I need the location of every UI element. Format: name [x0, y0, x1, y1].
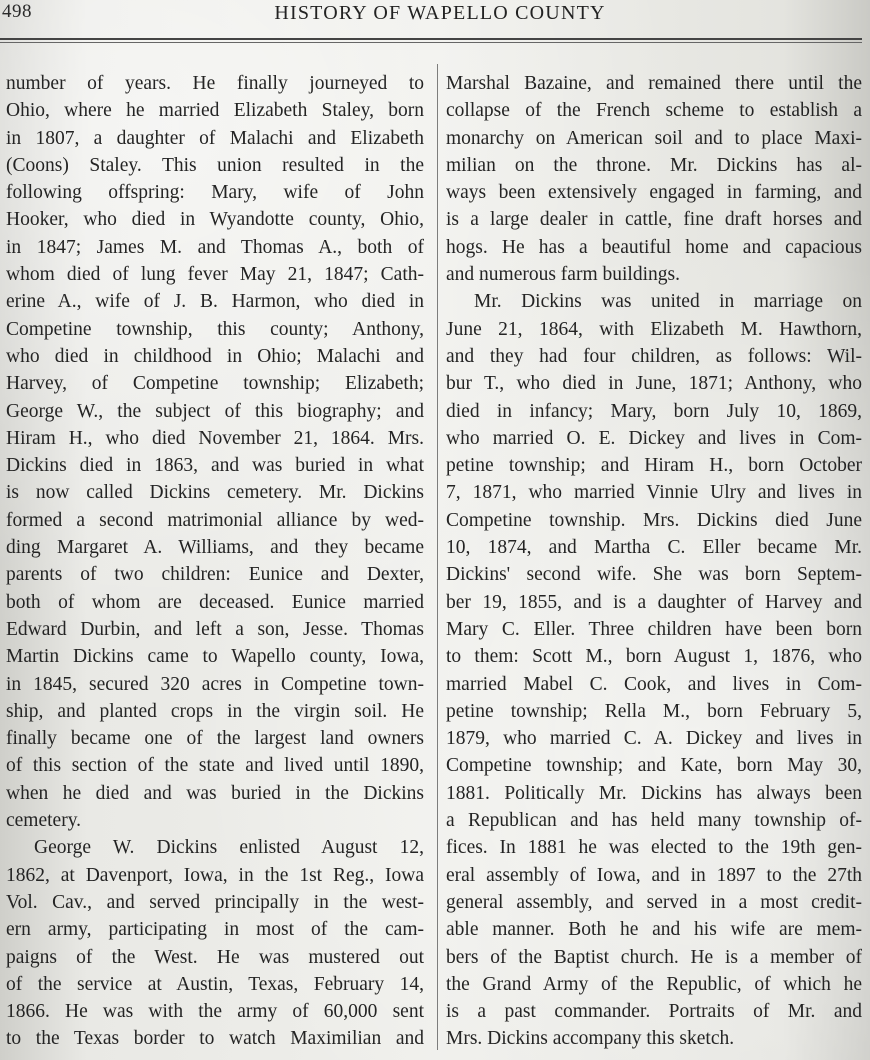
- text-line: hogs. He has a beautiful home and capacious: [446, 236, 862, 258]
- header-rule: [0, 38, 862, 40]
- text-line: 7, 1871, who married Vinnie Ulry and lives in: [446, 482, 862, 504]
- page-header: [0, 0, 870, 34]
- text-line: formed a second matrimonial alliance by wed-: [6, 509, 424, 531]
- text-line: Dickins' second wife. She was born Septem-: [446, 564, 862, 586]
- text-line: Mr. Dickins was united in marriage on: [474, 291, 862, 313]
- text-line: George W. Dickins enlisted August 12,: [34, 837, 424, 859]
- text-line: in 1845, secured 320 acres in Competine town-: [6, 673, 424, 695]
- left-column: [6, 70, 424, 1053]
- text-line: when he died and was buried in the Dickins: [6, 782, 424, 804]
- text-line: and numerous farm buildings.: [446, 264, 680, 286]
- text-line: able manner. Both he and his wife are mem-: [446, 919, 862, 941]
- text-line: Edward Durbin, and left a son, Jesse. Thomas: [6, 618, 424, 640]
- text-line: whom died of lung fever May 21, 1847; Cath-: [6, 264, 424, 286]
- text-line: Mrs. Dickins accompany this sketch.: [446, 1028, 735, 1050]
- text-line: collapse of the French scheme to establish a: [446, 100, 862, 122]
- text-line: to them: Scott M., born August 1, 1876, who: [446, 646, 862, 668]
- text-line: erine A., wife of J. B. Harmon, who died in: [6, 291, 424, 313]
- text-line: finally became one of the largest land owners: [6, 728, 424, 750]
- text-line: ding Margaret A. Williams, and they became: [6, 537, 424, 559]
- text-line: to the Texas border to watch Maximilian and: [6, 1028, 424, 1050]
- text-line: ways been extensively engaged in farming, and: [446, 182, 862, 204]
- text-line: milian on the throne. Mr. Dickins has al-: [446, 154, 862, 176]
- right-column: [446, 70, 862, 1053]
- text-line: Marshal Bazaine, and remained there until the: [446, 73, 862, 94]
- text-line: of this section of the state and lived until 1890,: [6, 755, 424, 777]
- text-line: Mary C. Eller. Three children have been born: [446, 618, 862, 640]
- running-title: HISTORY OF WAPELLO COUNTY: [274, 2, 606, 24]
- header-rule-thin: [0, 42, 862, 43]
- text-line: bers of the Baptist church. He is a member of: [446, 946, 862, 968]
- text-line: in 1807, a daughter of Malachi and Elizabeth: [6, 127, 424, 149]
- text-line: ber 19, 1855, and is a daughter of Harvey and: [446, 591, 862, 613]
- text-line: Vol. Cav., and served principally in the west-: [6, 891, 424, 913]
- column-divider: [437, 64, 438, 1050]
- text-line: in 1847; James M. and Thomas A., both of: [6, 236, 424, 258]
- text-line: 1879, who married C. A. Dickey and lives in: [446, 728, 862, 750]
- text-line: 1881. Politically Mr. Dickins has always been: [446, 782, 862, 804]
- text-line: Competine township, this county; Anthony,: [6, 318, 424, 340]
- text-line: is a past commander. Portraits of Mr. and: [446, 1001, 862, 1023]
- text-line: Harvey, of Competine township; Elizabeth;: [6, 373, 424, 395]
- text-line: following offspring: Mary, wife of John: [6, 182, 424, 204]
- text-line: ship, and planted crops in the virgin soil. He: [6, 700, 424, 722]
- text-line: Dickins died in 1863, and was buried in what: [6, 455, 424, 477]
- text-line: of the service at Austin, Texas, February 14,: [6, 973, 424, 995]
- text-line: a Republican and has held many township of-: [446, 810, 862, 832]
- text-line: ern army, participating in most of the cam-: [6, 919, 424, 941]
- text-line: petine township; and Hiram H., born October: [446, 455, 862, 477]
- text-line: and they had four children, as follows: Wil-: [446, 345, 862, 367]
- text-line: cemetery.: [6, 810, 82, 832]
- text-line: general assembly, and served in a most credit-: [446, 891, 862, 913]
- text-line: June 21, 1864, with Elizabeth M. Hawthorn,: [446, 318, 862, 340]
- page-number: 498: [2, 1, 32, 22]
- text-line: 10, 1874, and Martha C. Eller became Mr.: [446, 537, 862, 559]
- text-line: Ohio, where he married Elizabeth Staley, born: [6, 100, 424, 122]
- text-line: parents of two children: Eunice and Dexter,: [6, 564, 424, 586]
- text-line: paigns of the West. He was mustered out: [6, 946, 424, 968]
- text-line: 1866. He was with the army of 60,000 sent: [6, 1001, 424, 1023]
- text-line: George W., the subject of this biography; and: [6, 400, 424, 422]
- text-line: Competine township; and Kate, born May 30,: [446, 755, 862, 777]
- text-line: who married O. E. Dickey and lives in Com-: [446, 427, 862, 449]
- text-line: is a large dealer in cattle, fine draft horses and: [446, 209, 862, 231]
- text-line: married Mabel C. Cook, and lives in Com-: [446, 673, 862, 695]
- text-line: eral assembly of Iowa, and in 1897 to the 27th: [446, 864, 862, 886]
- text-line: both of whom are deceased. Eunice married: [6, 591, 424, 613]
- text-line: monarchy on American soil and to place Maxi-: [446, 127, 862, 149]
- text-line: is now called Dickins cemetery. Mr. Dickins: [6, 482, 424, 504]
- text-line: who died in childhood in Ohio; Malachi and: [6, 345, 424, 367]
- text-line: bur T., who died in June, 1871; Anthony, who: [446, 373, 862, 395]
- text-line: died in infancy; Mary, born July 10, 1869,: [446, 400, 862, 422]
- text-line: petine township; Rella M., born February 5,: [446, 700, 862, 722]
- text-line: the Grand Army of the Republic, of which he: [446, 973, 862, 995]
- text-line: Competine township. Mrs. Dickins died June: [446, 509, 862, 531]
- text-line: Martin Dickins came to Wapello county, Iowa,: [6, 646, 424, 668]
- text-line: Hiram H., who died November 21, 1864. Mrs.: [6, 427, 424, 449]
- text-line: fices. In 1881 he was elected to the 19th gen-: [446, 837, 862, 859]
- text-line: (Coons) Staley. This union resulted in the: [6, 154, 424, 176]
- text-line: 1862, at Davenport, Iowa, in the 1st Reg., Iowa: [6, 864, 424, 886]
- text-line: number of years. He finally journeyed to: [6, 73, 424, 94]
- text-line: Hooker, who died in Wyandotte county, Ohio,: [6, 209, 424, 231]
